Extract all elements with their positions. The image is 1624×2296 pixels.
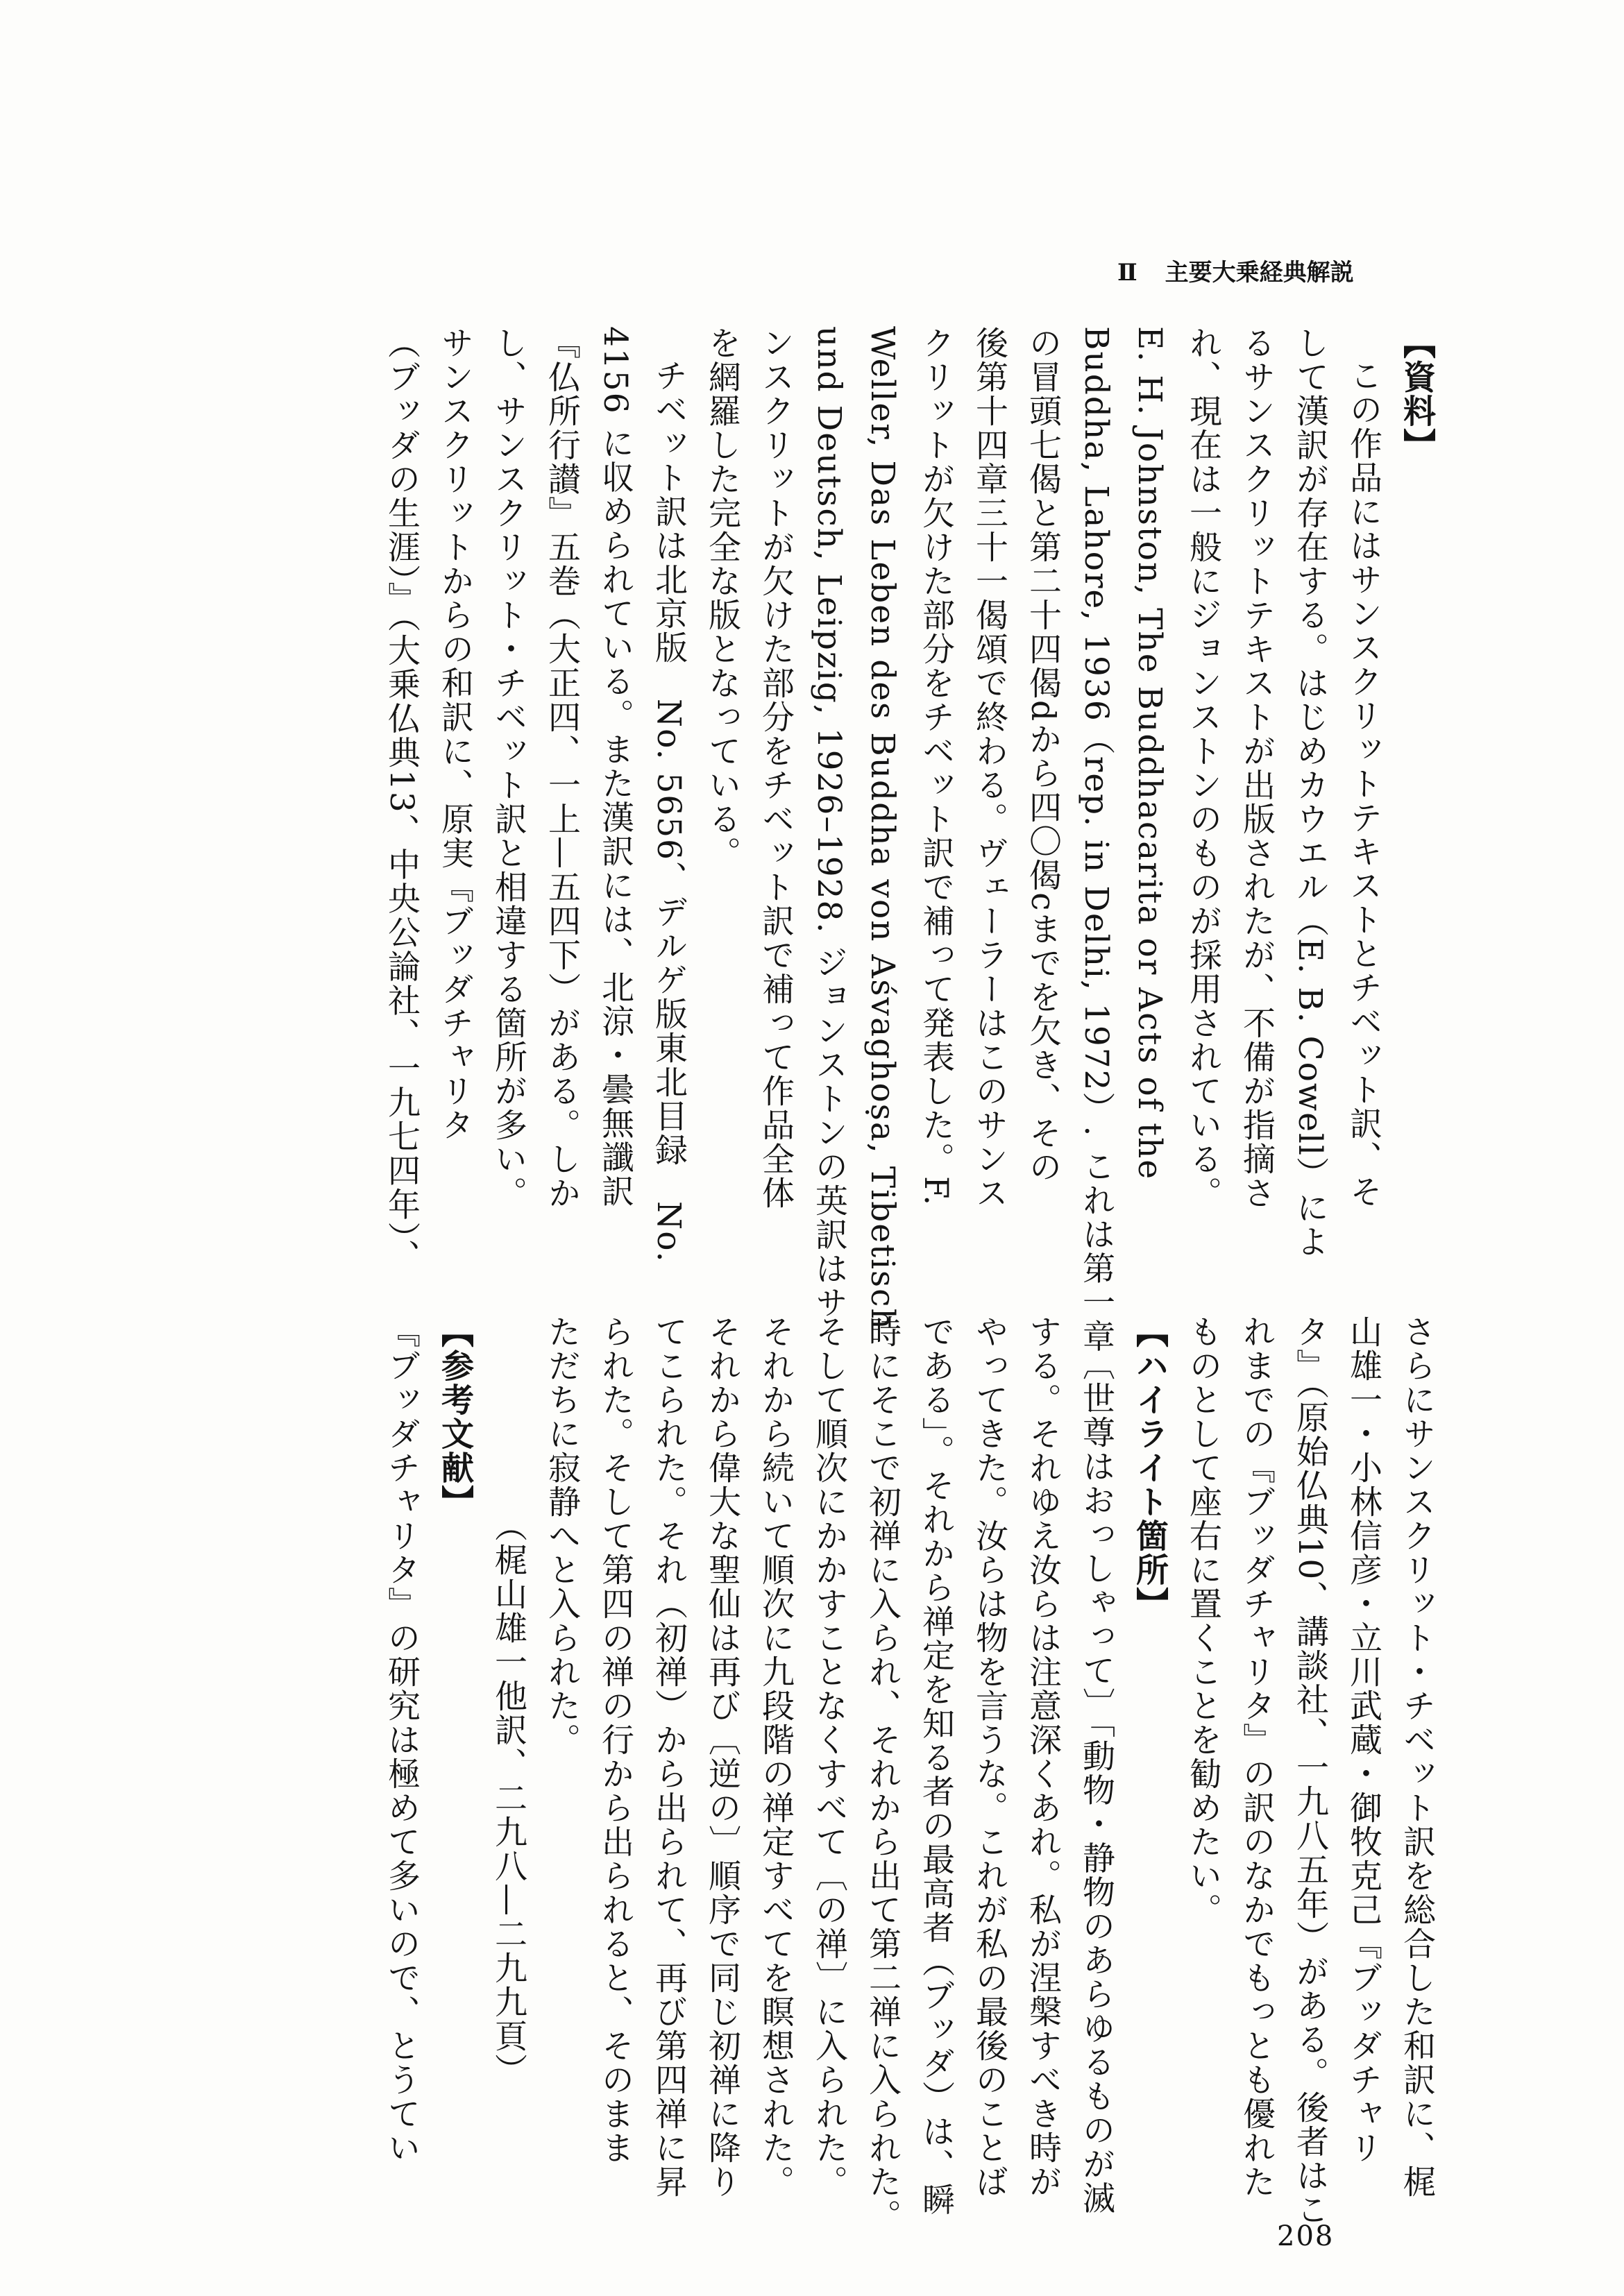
text-line: の冒頭七偈と第二十四偈dから四〇偈cまでを欠き、その xyxy=(1024,326,1062,1184)
text-line: 『ブッダチャリタ』の研究は極めて多いので、とうてい xyxy=(382,1315,421,2165)
citation-line: （梶山雄一他訳、二九八—二九九頁） xyxy=(489,1509,527,2087)
text-line: ただちに寂静へと入られた。 xyxy=(543,1315,581,1757)
text-line: この作品にはサンスクリットテキストとチベット訳、そ xyxy=(1344,359,1382,1209)
page-number: 208 xyxy=(1277,2220,1335,2252)
text-line: 『仏所行讃』五巻（大正四、一上—五四下）がある。しか xyxy=(543,326,581,1210)
text-line: れまでの『ブッダチャリタ』の訳のなかでもっとも優れた xyxy=(1237,1315,1276,2199)
text-line: チベット訳は北京版 No. 5656、デルゲ版東北目録 No. xyxy=(650,359,688,1264)
text-line: und Deutsch, Leipzig, 1926–1928. ジョンストンの英訳はサ xyxy=(810,326,848,1320)
text-line: てこられた。それ（初禅）から出られて、再び第四禅に昇 xyxy=(650,1315,688,2199)
lower-text-block xyxy=(194,1315,1444,2233)
text-line: るサンスクリットテキストが出版されたが、不備が指摘さ xyxy=(1237,326,1276,1210)
running-head-section: Ⅱ xyxy=(1117,259,1137,287)
running-head xyxy=(1117,253,1423,287)
text-line: 後第十四章三十一偈頌で終わる。ヴェーラーはこのサンス xyxy=(970,326,1008,1210)
text-line: さらにサンスクリット・チベット訳を総合した和訳に、梶 xyxy=(1398,1315,1436,2199)
text-line: 4156 に収められている。また漢訳には、北涼・曇無讖訳 xyxy=(596,326,634,1209)
text-line: （ブッダの生涯）』（大乗仏典13、中央公論社、一九七四年）、 xyxy=(382,326,421,1274)
text-line: して漢訳が存在する。はじめカウエル（E. B. Cowell）によ xyxy=(1291,326,1329,1259)
text-line: それから偉大な聖仙は再び〔逆の〕順序で同じ初禅に降り xyxy=(703,1315,741,2199)
text-line: ものとして座右に置くことを勧めたい。 xyxy=(1184,1315,1222,1927)
text-line: Weller, Das Leben des Buddha von Aśvaghoṣa, Tibetisch xyxy=(863,326,902,1331)
text-line: する。それゆえ汝らは注意深くあれ。私が涅槃すべき時が xyxy=(1024,1315,1062,2199)
text-line: クリットが欠けた部分をチベット訳で補って発表した。F. xyxy=(917,326,955,1207)
text-line: 〔世尊はおっしゃって〕「動物・静物のあらゆるものが滅 xyxy=(1077,1347,1115,2216)
section-heading: 【ハイライト箇所】 xyxy=(1131,1315,1169,1621)
text-line: タ』（原始仏典10、講談社、一九八五年）がある。後者はこ xyxy=(1291,1315,1329,2227)
running-head-title: 主要大乗経典解説 xyxy=(1165,259,1354,287)
text-line: 時にそこで初禅に入られ、それから出て第二禅に入られた。 xyxy=(863,1315,902,2233)
text-line: れ、現在は一般にジョンストンのものが採用されている。 xyxy=(1184,326,1222,1210)
text-line: ンスクリットが欠けた部分をチベット訳で補って作品全体 xyxy=(756,326,795,1210)
section-heading: 【参考文献】 xyxy=(436,1315,474,1519)
text-line: Buddha, Lahore, 1936（rep. in Delhi, 1972）. これは第一章 xyxy=(1077,326,1115,1354)
text-line: 山雄一・小林信彦・立川武蔵・御牧克己『ブッダチャリ xyxy=(1344,1315,1382,2165)
text-line: そして順次にかかすことなくすべて〔の禅〕に入られた。 xyxy=(810,1315,848,2199)
text-line: E. H. Johnston, The Buddhacarita or Acts of the xyxy=(1131,326,1169,1181)
text-line: それから続いて順次に九段階の禅定すべてを瞑想された。 xyxy=(756,1315,795,2199)
text-line: サンスクリットからの和訳に、原実『ブッダチャリタ xyxy=(436,326,474,1142)
section-heading: 【資料】 xyxy=(1398,326,1436,462)
text-line: である」。それから禅定を知る者の最高者（ブッダ）は、瞬 xyxy=(917,1315,955,2217)
text-line: られた。そして第四の禅の行から出られると、そのまま xyxy=(596,1315,634,2165)
upper-text-block xyxy=(194,326,1444,1354)
text-line: やってきた。汝らは物を言うな。これが私の最後のことば xyxy=(970,1315,1008,2199)
text-line: し、サンスクリット・チベット訳と相違する箇所が多い。 xyxy=(489,326,527,1210)
text-line: を網羅した完全な版となっている。 xyxy=(703,326,741,870)
